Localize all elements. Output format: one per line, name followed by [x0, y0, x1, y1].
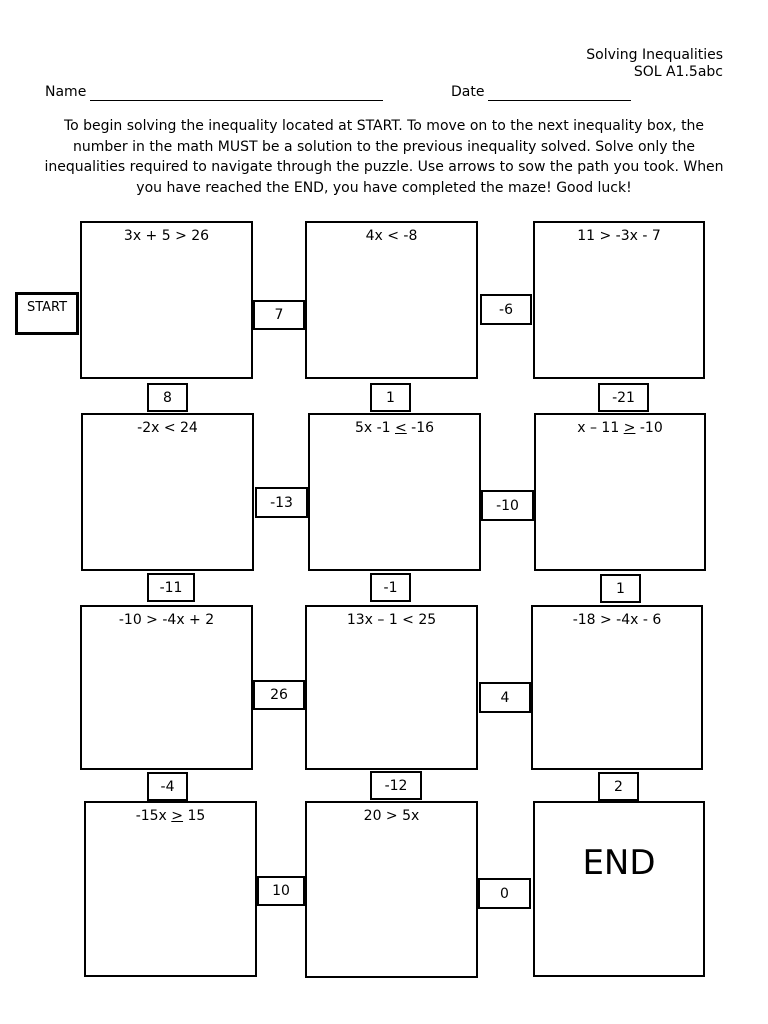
inequality-text [86, 808, 255, 824]
inequality-box-r4c2[interactable] [305, 801, 478, 978]
connector-number: -1 [370, 573, 411, 602]
name-label: Name [45, 84, 87, 100]
connector-number: -12 [370, 771, 422, 800]
inequality-box-r3c2[interactable] [305, 605, 478, 770]
connector-number: 4 [479, 682, 531, 713]
inequality-box-r4c1[interactable] [84, 801, 257, 977]
instructions: To begin solving the inequality located at START. To move on to the next inequality box, the number in the math MUST be a solution to the previous inequality solved. Solve only the inequalities required to navigate through the puzzle. Use arrows to sow the path you took. When you have reached the END, you have completed the maze! Good luck! [44, 118, 724, 196]
inequality-box-r2c2[interactable] [308, 413, 481, 571]
inequality-box-r1c1[interactable] [80, 221, 253, 379]
inequality-text [310, 420, 479, 436]
title-line-2: SOL A1.5abc [633, 64, 723, 80]
inequality-text: 11 > -3x - 7 [577, 228, 661, 244]
ineq-symbol: < [395, 420, 407, 436]
inequality-box-r1c2[interactable] [305, 221, 478, 379]
ineq-part: -10 [635, 420, 663, 436]
inequality-text: -18 > -4x - 6 [572, 612, 662, 628]
inequality-text [536, 420, 704, 436]
end-label: END [582, 843, 656, 883]
inequality-text: -2x < 24 [137, 420, 198, 436]
connector-number: 8 [147, 383, 188, 412]
connector-number: -11 [147, 573, 195, 602]
inequality-text: 4x < -8 [365, 228, 418, 244]
inequality-box-r3c3[interactable] [531, 605, 703, 770]
date-blank-line[interactable] [488, 100, 631, 101]
start-box: START [15, 292, 79, 335]
connector-number: -13 [255, 487, 308, 518]
inequality-text: 13x – 1 < 25 [346, 612, 437, 628]
ineq-part: -16 [406, 420, 435, 436]
ineq-part: x – 11 [577, 420, 624, 436]
end-box [533, 801, 705, 977]
connector-number: 26 [253, 680, 305, 710]
connector-number: 1 [600, 574, 641, 603]
inequality-box-r2c1[interactable] [81, 413, 254, 571]
connector-number: -6 [480, 294, 532, 325]
inequality-box-r3c1[interactable] [80, 605, 253, 770]
connector-number: 1 [370, 383, 411, 412]
ineq-part: 15 [183, 808, 206, 824]
connector-number: 10 [257, 876, 305, 906]
ineq-symbol: > [623, 420, 636, 436]
title-line-1: Solving Inequalities [586, 47, 723, 63]
ineq-part: -15x [135, 808, 172, 824]
connector-number: -10 [481, 490, 534, 521]
ineq-part: 5x -1 [354, 420, 395, 436]
inequality-text: -10 > -4x + 2 [118, 612, 215, 628]
worksheet-title [586, 47, 723, 81]
connector-number: -4 [147, 772, 188, 801]
inequality-box-r1c3[interactable] [533, 221, 705, 379]
date-label: Date [451, 84, 485, 100]
ineq-symbol: > [171, 808, 184, 824]
inequality-box-r2c3[interactable] [534, 413, 706, 571]
connector-number: -21 [598, 383, 649, 412]
inequality-text: 3x + 5 > 26 [123, 228, 210, 244]
name-blank-line[interactable] [90, 100, 383, 101]
connector-number: 7 [253, 300, 305, 330]
connector-number: 0 [478, 878, 531, 909]
inequality-text: 20 > 5x [363, 808, 420, 824]
connector-number: 2 [598, 772, 639, 801]
